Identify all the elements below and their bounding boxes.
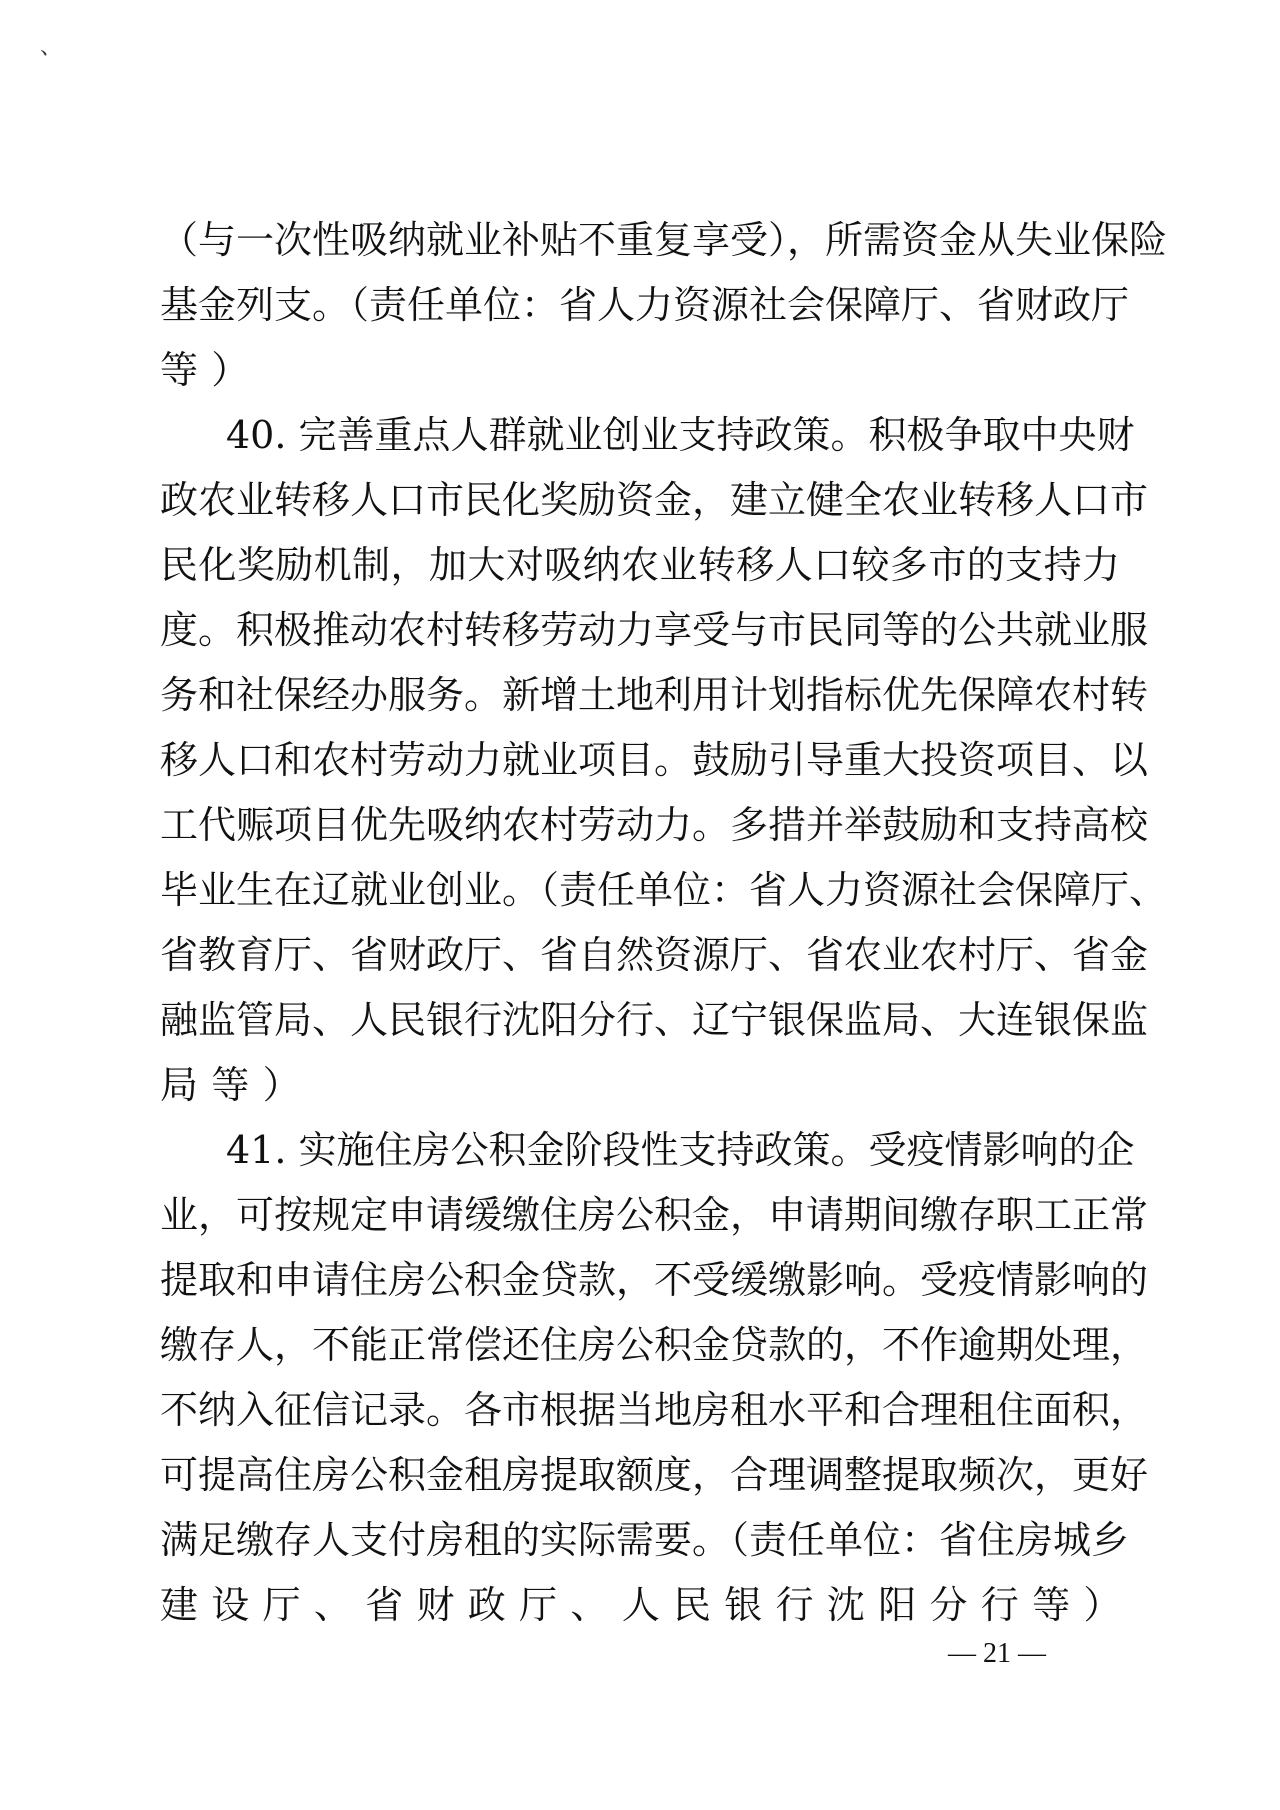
text-line: 业，可按规定申请缓缴住房公积金，申请期间缴存职工正常: [160, 1193, 1149, 1237]
text-line: 融监管局、人民银行沈阳分行、辽宁银保监局、大连银保监: [160, 998, 1149, 1042]
corner-mark: 、: [40, 35, 63, 60]
document-body: [160, 208, 1168, 1638]
text-line: 毕业生在辽就业创业。（责任单位：省人力资源社会保障厅、: [160, 868, 1168, 912]
item-41-heading-line: 41. 实施住房公积金阶段性支持政策。受疫情影响的企: [226, 1128, 1135, 1172]
text-line: 建设厅、省财政厅、人民银行沈阳分行等）: [160, 1583, 1135, 1627]
text-line: 缴存人，不能正常偿还住房公积金贷款的，不作逾期处理，: [160, 1323, 1149, 1367]
text-line: 民化奖励机制，加大对吸纳农业转移人口较多市的支持力: [160, 543, 1120, 587]
text-line: 省教育厅、省财政厅、省自然资源厅、省农业农村厅、省金: [160, 933, 1149, 977]
text-line: 满足缴存人支付房租的实际需要。（责任单位：省住房城乡: [160, 1518, 1130, 1562]
item-40-heading-line: 40. 完善重点人群就业创业支持政策。积极争取中央财: [226, 413, 1135, 457]
text-line: 可提高住房公积金租房提取额度，合理调整提取频次，更好: [160, 1453, 1149, 1497]
text-line: 局等）: [160, 1063, 314, 1107]
text-line: 工代赈项目优先吸纳农村劳动力。多措并举鼓励和支持高校: [160, 803, 1149, 847]
text-line: 提取和申请住房公积金贷款，不受缓缴影响。受疫情影响的: [160, 1258, 1149, 1302]
text-line: 移人口和农村劳动力就业项目。鼓励引导重大投资项目、以: [160, 738, 1149, 782]
text-line: 等）: [160, 348, 263, 392]
text-line: 不纳入征信记录。各市根据当地房租水平和合理租住面积，: [160, 1388, 1149, 1432]
text-line: 政农业转移人口市民化奖励资金，建立健全农业转移人口市: [160, 478, 1149, 522]
text-line: （与一次性吸纳就业补贴不重复享受），所需资金从失业保险: [160, 218, 1168, 262]
text-line: 基金列支。（责任单位：省人力资源社会保障厅、省财政厅: [160, 283, 1130, 327]
page-number: — 21 —: [948, 1638, 1046, 1669]
text-line: 度。积极推动农村转移劳动力享受与市民同等的公共就业服: [160, 608, 1149, 652]
text-line: 务和社保经办服务。新增土地利用计划指标优先保障农村转: [160, 673, 1149, 717]
